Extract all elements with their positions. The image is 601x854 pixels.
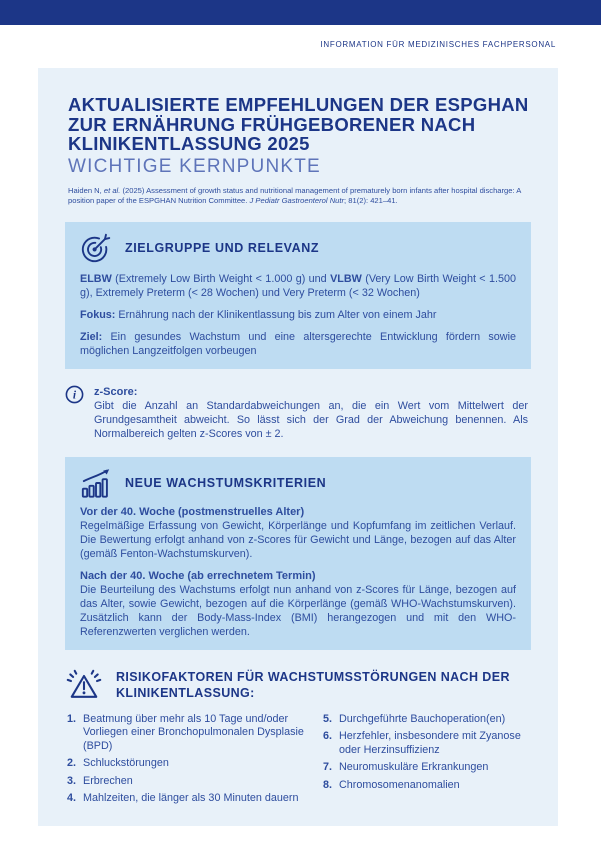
risk-item: 5. Durchgeführte Bauchoperation(en) xyxy=(323,712,506,725)
risk-item: 6. Herzfehler, insbesondere mit Zyanose oder Herzinsuffizienz xyxy=(323,730,521,756)
risk-column-2 xyxy=(323,713,531,810)
risk-item: 1. Beatmung über mehr als 10 Tage und/oder Vorliegen einer Bronchopulmonalen Dysplasie (BPD) xyxy=(67,712,304,752)
risk-item: 2. Schluckstörungen xyxy=(67,757,169,769)
page-title xyxy=(68,95,531,154)
info-icon xyxy=(65,385,84,441)
target-group-definition: ELBW (Extremely Low Birth Weight < 1.000 g) und VLBW (Very Low Birth Weight < 1.500 g), Extremely Preterm (< 28 Wochen) und Very Preterm (< 32 Wochen) xyxy=(80,272,517,299)
title-line: KLINIKENTLASSUNG 2025 xyxy=(68,133,310,154)
warning-triangle-icon xyxy=(65,668,103,702)
target-group-card xyxy=(65,222,531,369)
page-subtitle: WICHTIGE KERNPUNKTE xyxy=(68,155,321,177)
risk-item: 7. Neuromuskuläre Erkrankungen xyxy=(323,761,489,773)
risk-factors-header xyxy=(65,668,531,702)
target-group-card-header xyxy=(80,232,516,264)
risk-item: 4. Mahlzeiten, die länger als 30 Minuten dauern xyxy=(67,792,299,804)
growth-criteria-heading: NEUE WACHSTUMSKRITERIEN xyxy=(125,475,327,490)
top-bar xyxy=(0,0,601,25)
risk-item: 3. Erbrechen xyxy=(67,774,133,787)
svg-text:i: i xyxy=(72,389,77,402)
zscore-description: Gibt die Anzahl an Standardabweichungen an, die ein Wert vom Mittelwert der Grundgesamtheit abweicht. So lässt sich der Grad der Abweichung benennen. Als Normalbereich gelten z-Scores von ± 2. xyxy=(94,399,528,440)
growth-after-text: Die Beurteilung des Wachstums erfolgt nun anhand von z-Scores für Länge, bezogen auf das Alter, sowie Gewicht, bezogen auf die Körperlänge (gemäß WHO-Wachstumskurven). Zusätzlich kann der Body-Mass-Index (BMI) herangezogen und mit den WHO-Referenzwerten verglichen werden. xyxy=(80,583,516,638)
growth-criteria-card-header xyxy=(80,467,516,499)
growth-after-subheading: Nach der 40. Woche (ab errechnetem Termin) xyxy=(80,569,316,582)
growth-before-text: Regelmäßige Erfassung von Gewicht, Körperlänge und Kopfumfang im zeitlichen Verlauf. Die Bewertung erfolgt anhand von z-Scores für Gewicht und Länge, bezogen auf das Alter (gemäß Fenton-Wachstumskurven). xyxy=(80,519,516,560)
content-panel xyxy=(38,68,558,826)
growth-before-subheading: Vor der 40. Woche (postmenstruelles Alter) xyxy=(80,505,305,518)
citation: Haiden N, et al. (2025) Assessment of growth status and nutritional management of prematurely born infants after hospital discharge: A position paper of the ESPGHAN Nutrition Committee. J Pediatr Gastroenterol Nutr; 81(2): 421–41. xyxy=(68,185,521,205)
title-line: ZUR ERNÄHRUNG FRÜHGEBORENER NACH xyxy=(68,113,476,135)
risk-factors-section xyxy=(65,668,531,810)
bar-chart-growth-icon xyxy=(80,467,112,499)
title-line: AKTUALISIERTE EMPFEHLUNGEN DER ESPGHAN xyxy=(68,94,529,115)
risk-item: 8. Chromosomenanomalien xyxy=(323,778,460,791)
zscore-note xyxy=(65,385,528,441)
target-group-fokus: Fokus: Ernährung nach der Klinikentlassung bis zum Alter von einem Jahr xyxy=(80,308,437,321)
zscore-label: z-Score: xyxy=(94,385,138,398)
risk-column-1 xyxy=(67,713,315,810)
risk-factors-list xyxy=(65,713,531,810)
target-group-heading: ZIELGRUPPE UND RELEVANZ xyxy=(125,240,320,255)
growth-criteria-card xyxy=(65,457,531,650)
target-dart-icon xyxy=(80,232,112,264)
zscore-text-block xyxy=(94,385,528,441)
target-group-ziel: Ziel: Ein gesundes Wachstum und eine altersgerechte Entwicklung fördern sowie möglichen Langzeitfolgen vorbeugen xyxy=(80,330,516,357)
risk-factors-heading: RISIKOFAKTOREN FÜR WACHSTUMSSTÖRUNGEN NACH DER KLINIKENTLASSUNG: xyxy=(116,669,510,700)
audience-label: INFORMATION FÜR MEDIZINISCHES FACHPERSONAL xyxy=(320,40,556,49)
